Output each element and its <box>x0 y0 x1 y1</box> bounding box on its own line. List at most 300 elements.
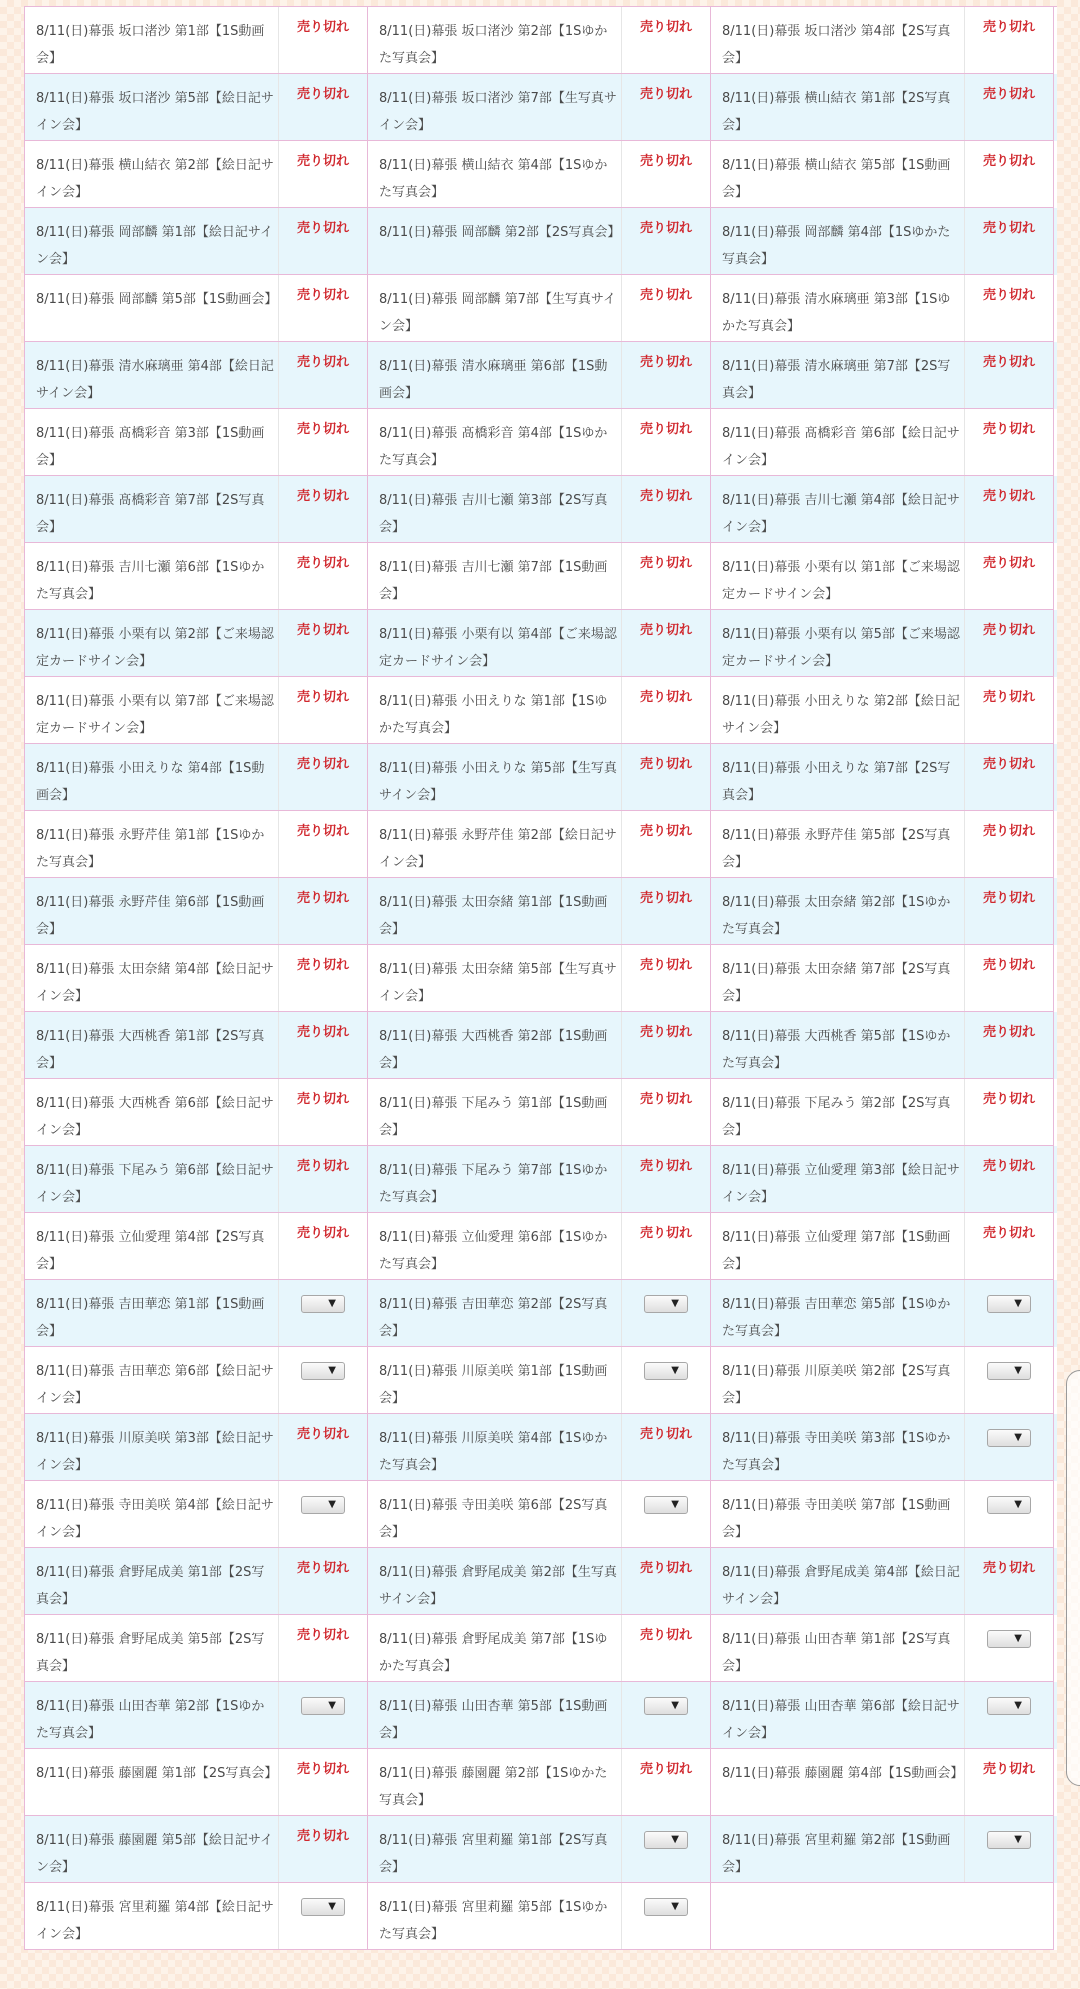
event-status <box>279 1682 367 1748</box>
event-label: 8/11(日)幕張 太田奈緒 第1部【1S動画会】 <box>368 878 622 944</box>
event-cell <box>711 677 1054 744</box>
event-cell <box>368 74 711 141</box>
sold-out-label: 売り切れ <box>982 623 1035 638</box>
table-row <box>25 744 1057 811</box>
event-cell <box>368 878 711 945</box>
event-cell <box>711 74 1054 141</box>
sold-out-label: 売り切れ <box>296 1226 349 1241</box>
event-status <box>279 1213 367 1279</box>
event-label: 8/11(日)幕張 小栗有以 第7部【ご来場認定カードサイン会】 <box>25 677 279 743</box>
event-label: 8/11(日)幕張 下尾みう 第2部【2S写真会】 <box>711 1079 965 1145</box>
table-row <box>25 945 1057 1012</box>
event-status <box>279 208 367 274</box>
event-status <box>279 1749 367 1815</box>
sold-out-label: 売り切れ <box>639 623 692 638</box>
event-cell <box>25 744 368 811</box>
event-label: 8/11(日)幕張 立仙愛理 第3部【絵日記サイン会】 <box>711 1146 965 1212</box>
event-cell <box>25 1883 368 1950</box>
table-row <box>25 1347 1057 1414</box>
sold-out-label: 売り切れ <box>639 1025 692 1040</box>
sold-out-label: 売り切れ <box>982 489 1035 504</box>
sold-out-label: 売り切れ <box>982 757 1035 772</box>
event-status <box>965 1213 1053 1279</box>
quantity-select[interactable] <box>301 1295 345 1313</box>
quantity-select[interactable] <box>644 1496 688 1514</box>
event-cell <box>711 1347 1054 1414</box>
table-row <box>25 610 1057 677</box>
event-status <box>622 1347 710 1413</box>
event-label: 8/11(日)幕張 宮里莉羅 第1部【2S写真会】 <box>368 1816 622 1882</box>
event-label: 8/11(日)幕張 太田奈緒 第2部【1Sゆかた写真会】 <box>711 878 965 944</box>
table-row <box>25 7 1057 74</box>
event-cell <box>711 342 1054 409</box>
event-cell <box>25 1548 368 1615</box>
dropdown-arrow-icon: ▼ <box>671 1499 679 1510</box>
ticket-table <box>24 6 1057 1950</box>
event-status <box>622 141 710 207</box>
event-cell <box>711 1749 1054 1816</box>
event-cell <box>711 945 1054 1012</box>
sold-out-label: 売り切れ <box>639 958 692 973</box>
event-label: 8/11(日)幕張 横山結衣 第2部【絵日記サイン会】 <box>25 141 279 207</box>
sold-out-label: 売り切れ <box>639 891 692 906</box>
event-cell <box>25 1213 368 1280</box>
event-status <box>965 208 1053 274</box>
sold-out-label: 売り切れ <box>639 1092 692 1107</box>
event-cell <box>368 342 711 409</box>
event-status <box>965 610 1053 676</box>
table-row <box>25 409 1057 476</box>
quantity-select[interactable] <box>987 1630 1031 1648</box>
event-status <box>279 1615 367 1681</box>
event-label: 8/11(日)幕張 横山結衣 第4部【1Sゆかた写真会】 <box>368 141 622 207</box>
event-label: 8/11(日)幕張 坂口渚沙 第4部【2S写真会】 <box>711 7 965 73</box>
event-label: 8/11(日)幕張 清水麻璃亜 第3部【1Sゆかた写真会】 <box>711 275 965 341</box>
event-status <box>622 1749 710 1815</box>
event-status <box>965 677 1053 743</box>
event-status <box>965 1280 1053 1346</box>
sold-out-label: 売り切れ <box>639 154 692 169</box>
sold-out-label: 売り切れ <box>639 20 692 35</box>
dropdown-arrow-icon: ▼ <box>671 1901 679 1912</box>
event-cell <box>711 1548 1054 1615</box>
quantity-select[interactable] <box>987 1831 1031 1849</box>
quantity-select[interactable] <box>301 1697 345 1715</box>
event-label: 8/11(日)幕張 坂口渚沙 第7部【生写真サイン会】 <box>368 74 622 140</box>
dropdown-arrow-icon: ▼ <box>1014 1499 1022 1510</box>
dropdown-arrow-icon: ▼ <box>328 1365 336 1376</box>
quantity-select[interactable] <box>301 1496 345 1514</box>
table-row <box>25 1213 1057 1280</box>
event-status <box>279 744 367 810</box>
event-label: 8/11(日)幕張 立仙愛理 第4部【2S写真会】 <box>25 1213 279 1279</box>
sold-out-label: 売り切れ <box>982 958 1035 973</box>
dropdown-arrow-icon: ▼ <box>1014 1633 1022 1644</box>
event-status <box>622 1414 710 1480</box>
sold-out-label: 売り切れ <box>296 623 349 638</box>
sold-out-label: 売り切れ <box>639 87 692 102</box>
event-cell <box>25 1481 368 1548</box>
event-cell <box>25 275 368 342</box>
event-label: 8/11(日)幕張 山田杏華 第2部【1Sゆかた写真会】 <box>25 1682 279 1748</box>
sold-out-label: 売り切れ <box>296 489 349 504</box>
event-status <box>279 342 367 408</box>
event-label: 8/11(日)幕張 横山結衣 第5部【1S動画会】 <box>711 141 965 207</box>
event-cell <box>25 945 368 1012</box>
event-label: 8/11(日)幕張 坂口渚沙 第1部【1S動画会】 <box>25 7 279 73</box>
sold-out-label: 売り切れ <box>296 87 349 102</box>
dropdown-arrow-icon: ▼ <box>328 1700 336 1711</box>
event-label: 8/11(日)幕張 吉川七瀬 第7部【1S動画会】 <box>368 543 622 609</box>
event-label: 8/11(日)幕張 岡部麟 第4部【1Sゆかた写真会】 <box>711 208 965 274</box>
event-cell <box>25 1682 368 1749</box>
dropdown-arrow-icon: ▼ <box>328 1499 336 1510</box>
event-cell <box>25 677 368 744</box>
sold-out-label: 売り切れ <box>296 891 349 906</box>
event-label: 8/11(日)幕張 寺田美咲 第3部【1Sゆかた写真会】 <box>711 1414 965 1480</box>
event-label: 8/11(日)幕張 永野芹佳 第1部【1Sゆかた写真会】 <box>25 811 279 877</box>
event-label: 8/11(日)幕張 小田えりな 第1部【1Sゆかた写真会】 <box>368 677 622 743</box>
event-status <box>622 1615 710 1681</box>
event-status <box>279 945 367 1011</box>
event-status <box>622 1280 710 1346</box>
event-cell <box>368 1414 711 1481</box>
event-cell <box>711 1414 1054 1481</box>
event-cell <box>25 7 368 74</box>
event-label: 8/11(日)幕張 吉川七瀬 第6部【1Sゆかた写真会】 <box>25 543 279 609</box>
event-status <box>279 74 367 140</box>
event-cell <box>711 1682 1054 1749</box>
event-label: 8/11(日)幕張 清水麻璃亜 第4部【絵日記サイン会】 <box>25 342 279 408</box>
event-cell <box>711 610 1054 677</box>
event-label: 8/11(日)幕張 小栗有以 第5部【ご来場認定カードサイン会】 <box>711 610 965 676</box>
event-cell <box>711 744 1054 811</box>
event-cell <box>711 141 1054 208</box>
sold-out-label: 売り切れ <box>982 221 1035 236</box>
event-cell <box>25 610 368 677</box>
event-label: 8/11(日)幕張 宮里莉羅 第5部【1Sゆかた写真会】 <box>368 1883 622 1949</box>
event-label: 8/11(日)幕張 大西桃香 第6部【絵日記サイン会】 <box>25 1079 279 1145</box>
sold-out-label: 売り切れ <box>296 556 349 571</box>
event-label: 8/11(日)幕張 吉田華恋 第5部【1Sゆかた写真会】 <box>711 1280 965 1346</box>
event-status <box>279 878 367 944</box>
event-status <box>279 1347 367 1413</box>
dropdown-arrow-icon: ▼ <box>328 1298 336 1309</box>
event-label: 8/11(日)幕張 藤園麗 第4部【1S動画会】 <box>711 1749 965 1815</box>
sold-out-label: 売り切れ <box>296 422 349 437</box>
event-cell <box>368 610 711 677</box>
event-status <box>965 1012 1053 1078</box>
event-label: 8/11(日)幕張 山田杏華 第6部【絵日記サイン会】 <box>711 1682 965 1748</box>
event-cell <box>711 1280 1054 1347</box>
sold-out-label: 売り切れ <box>296 20 349 35</box>
event-cell <box>368 1749 711 1816</box>
dropdown-arrow-icon: ▼ <box>671 1834 679 1845</box>
event-label: 8/11(日)幕張 小田えりな 第5部【生写真サイン会】 <box>368 744 622 810</box>
event-cell <box>368 1615 711 1682</box>
sold-out-label: 売り切れ <box>639 1762 692 1777</box>
event-label: 8/11(日)幕張 倉野尾成美 第2部【生写真サイン会】 <box>368 1548 622 1614</box>
event-cell <box>368 945 711 1012</box>
quantity-select[interactable] <box>644 1697 688 1715</box>
sold-out-label: 売り切れ <box>639 757 692 772</box>
quantity-select[interactable] <box>644 1898 688 1916</box>
event-cell <box>711 208 1054 275</box>
event-label: 8/11(日)幕張 髙橋彩音 第6部【絵日記サイン会】 <box>711 409 965 475</box>
event-label: 8/11(日)幕張 倉野尾成美 第5部【2S写真会】 <box>25 1615 279 1681</box>
event-status <box>622 945 710 1011</box>
event-cell <box>25 543 368 610</box>
sold-out-label: 売り切れ <box>639 1427 692 1442</box>
event-cell <box>25 1146 368 1213</box>
sold-out-label: 売り切れ <box>639 288 692 303</box>
event-label: 8/11(日)幕張 立仙愛理 第6部【1Sゆかた写真会】 <box>368 1213 622 1279</box>
event-status <box>279 7 367 73</box>
event-status <box>965 275 1053 341</box>
table-row <box>25 811 1057 878</box>
event-label: 8/11(日)幕張 太田奈緒 第5部【生写真サイン会】 <box>368 945 622 1011</box>
table-row <box>25 1548 1057 1615</box>
event-label: 8/11(日)幕張 下尾みう 第7部【1Sゆかた写真会】 <box>368 1146 622 1212</box>
event-status <box>279 275 367 341</box>
event-label: 8/11(日)幕張 太田奈緒 第4部【絵日記サイン会】 <box>25 945 279 1011</box>
event-label: 8/11(日)幕張 藤園麗 第1部【2S写真会】 <box>25 1749 279 1815</box>
event-status <box>622 1883 710 1949</box>
event-cell <box>25 878 368 945</box>
event-label: 8/11(日)幕張 川原美咲 第1部【1S動画会】 <box>368 1347 622 1413</box>
event-cell <box>368 7 711 74</box>
dropdown-arrow-icon: ▼ <box>1014 1298 1022 1309</box>
sold-out-label: 売り切れ <box>982 1025 1035 1040</box>
event-cell <box>25 141 368 208</box>
event-label: 8/11(日)幕張 山田杏華 第5部【1S動画会】 <box>368 1682 622 1748</box>
event-cell <box>368 275 711 342</box>
sold-out-label: 売り切れ <box>296 288 349 303</box>
dropdown-arrow-icon: ▼ <box>1014 1365 1022 1376</box>
event-status <box>622 476 710 542</box>
event-cell <box>25 342 368 409</box>
event-cell <box>25 1079 368 1146</box>
sold-out-label: 売り切れ <box>639 1628 692 1643</box>
event-label: 8/11(日)幕張 吉田華恋 第6部【絵日記サイン会】 <box>25 1347 279 1413</box>
sold-out-label: 売り切れ <box>982 690 1035 705</box>
event-label: 8/11(日)幕張 太田奈緒 第7部【2S写真会】 <box>711 945 965 1011</box>
event-status <box>279 677 367 743</box>
event-cell <box>368 543 711 610</box>
event-label: 8/11(日)幕張 岡部麟 第5部【1S動画会】 <box>25 275 279 341</box>
event-label: 8/11(日)幕張 吉田華恋 第1部【1S動画会】 <box>25 1280 279 1346</box>
event-status <box>279 1146 367 1212</box>
event-cell <box>711 275 1054 342</box>
sold-out-label: 売り切れ <box>982 154 1035 169</box>
sold-out-label: 売り切れ <box>639 1561 692 1576</box>
quantity-select[interactable] <box>987 1697 1031 1715</box>
sold-out-label: 売り切れ <box>639 1226 692 1241</box>
event-cell <box>368 476 711 543</box>
event-label: 8/11(日)幕張 藤園麗 第5部【絵日記サイン会】 <box>25 1816 279 1882</box>
event-status <box>279 1280 367 1346</box>
event-status <box>622 543 710 609</box>
sold-out-label: 売り切れ <box>296 1092 349 1107</box>
event-status <box>965 1146 1053 1212</box>
event-status <box>622 74 710 140</box>
event-cell <box>25 1012 368 1079</box>
event-label: 8/11(日)幕張 小栗有以 第2部【ご来場認定カードサイン会】 <box>25 610 279 676</box>
event-label: 8/11(日)幕張 吉川七瀬 第3部【2S写真会】 <box>368 476 622 542</box>
table-row <box>25 1883 1057 1950</box>
event-cell <box>711 878 1054 945</box>
event-status <box>965 74 1053 140</box>
event-status <box>622 1213 710 1279</box>
event-label: 8/11(日)幕張 坂口渚沙 第2部【1Sゆかた写真会】 <box>368 7 622 73</box>
sold-out-label: 売り切れ <box>296 1628 349 1643</box>
event-cell <box>368 1548 711 1615</box>
event-status <box>622 1012 710 1078</box>
table-row <box>25 677 1057 744</box>
table-row <box>25 1816 1057 1883</box>
event-cell <box>711 1481 1054 1548</box>
sold-out-label: 売り切れ <box>296 958 349 973</box>
event-status <box>965 1615 1053 1681</box>
event-status <box>279 1816 367 1882</box>
event-label: 8/11(日)幕張 髙橋彩音 第3部【1S動画会】 <box>25 409 279 475</box>
event-status <box>965 1548 1053 1614</box>
event-status <box>965 1347 1053 1413</box>
event-cell <box>25 811 368 878</box>
event-status <box>622 744 710 810</box>
event-status <box>965 1414 1053 1480</box>
dropdown-arrow-icon: ▼ <box>671 1700 679 1711</box>
event-label: 8/11(日)幕張 永野芹佳 第2部【絵日記サイン会】 <box>368 811 622 877</box>
event-label: 8/11(日)幕張 川原美咲 第3部【絵日記サイン会】 <box>25 1414 279 1480</box>
event-label: 8/11(日)幕張 寺田美咲 第6部【2S写真会】 <box>368 1481 622 1547</box>
table-row <box>25 1012 1057 1079</box>
event-status <box>622 878 710 944</box>
event-status <box>622 1146 710 1212</box>
sold-out-label: 売り切れ <box>296 221 349 236</box>
event-label: 8/11(日)幕張 岡部麟 第2部【2S写真会】 <box>368 208 622 274</box>
event-label: 8/11(日)幕張 寺田美咲 第4部【絵日記サイン会】 <box>25 1481 279 1547</box>
event-label: 8/11(日)幕張 髙橋彩音 第4部【1Sゆかた写真会】 <box>368 409 622 475</box>
event-cell <box>368 409 711 476</box>
table-row <box>25 1280 1057 1347</box>
table-row <box>25 1749 1057 1816</box>
event-status <box>965 7 1053 73</box>
event-status <box>622 1079 710 1145</box>
event-cell <box>368 1347 711 1414</box>
event-status <box>622 409 710 475</box>
dropdown-arrow-icon: ▼ <box>328 1901 336 1912</box>
event-cell <box>368 141 711 208</box>
event-cell <box>25 1280 368 1347</box>
event-status <box>965 1749 1053 1815</box>
event-cell <box>711 1079 1054 1146</box>
sold-out-label: 売り切れ <box>639 1159 692 1174</box>
sold-out-label: 売り切れ <box>982 1159 1035 1174</box>
sold-out-label: 売り切れ <box>982 87 1035 102</box>
scroll-handle[interactable] <box>1066 1370 1080 1786</box>
dropdown-arrow-icon: ▼ <box>671 1298 679 1309</box>
event-cell <box>368 744 711 811</box>
event-cell <box>368 1481 711 1548</box>
event-cell <box>368 811 711 878</box>
sold-out-label: 売り切れ <box>639 556 692 571</box>
event-status <box>279 1012 367 1078</box>
event-label: 8/11(日)幕張 岡部麟 第1部【絵日記サイン会】 <box>25 208 279 274</box>
quantity-select[interactable] <box>644 1362 688 1380</box>
quantity-select[interactable] <box>301 1362 345 1380</box>
event-status <box>965 342 1053 408</box>
table-row <box>25 1481 1057 1548</box>
event-cell <box>25 1749 368 1816</box>
event-status <box>622 677 710 743</box>
event-label: 8/11(日)幕張 小田えりな 第4部【1S動画会】 <box>25 744 279 810</box>
event-status <box>965 409 1053 475</box>
event-status <box>622 1816 710 1882</box>
event-status <box>279 1883 367 1949</box>
event-status <box>279 543 367 609</box>
event-label: 8/11(日)幕張 髙橋彩音 第7部【2S写真会】 <box>25 476 279 542</box>
sold-out-label: 売り切れ <box>639 489 692 504</box>
sold-out-label: 売り切れ <box>296 690 349 705</box>
event-status <box>622 811 710 877</box>
sold-out-label: 売り切れ <box>982 556 1035 571</box>
sold-out-label: 売り切れ <box>296 1829 349 1844</box>
event-status <box>622 7 710 73</box>
sold-out-label: 売り切れ <box>982 891 1035 906</box>
sold-out-label: 売り切れ <box>296 1762 349 1777</box>
table-row <box>25 1682 1057 1749</box>
sold-out-label: 売り切れ <box>982 1092 1035 1107</box>
event-label: 8/11(日)幕張 小栗有以 第1部【ご来場認定カードサイン会】 <box>711 543 965 609</box>
event-label: 8/11(日)幕張 岡部麟 第7部【生写真サイン会】 <box>368 275 622 341</box>
quantity-select[interactable] <box>644 1295 688 1313</box>
quantity-select[interactable] <box>644 1831 688 1849</box>
event-label: 8/11(日)幕張 清水麻璃亜 第7部【2S写真会】 <box>711 342 965 408</box>
dropdown-arrow-icon: ▼ <box>1014 1432 1022 1443</box>
table-row <box>25 275 1057 342</box>
event-label: 8/11(日)幕張 横山結衣 第1部【2S写真会】 <box>711 74 965 140</box>
quantity-select[interactable] <box>987 1362 1031 1380</box>
event-cell <box>711 1213 1054 1280</box>
event-status <box>622 1548 710 1614</box>
table-row <box>25 1414 1057 1481</box>
event-label: 8/11(日)幕張 吉川七瀬 第4部【絵日記サイン会】 <box>711 476 965 542</box>
event-status <box>622 275 710 341</box>
sold-out-label: 売り切れ <box>982 1561 1035 1576</box>
event-status <box>279 1548 367 1614</box>
event-status <box>965 1481 1053 1547</box>
quantity-select[interactable] <box>301 1898 345 1916</box>
sold-out-label: 売り切れ <box>982 355 1035 370</box>
event-status <box>965 744 1053 810</box>
event-label: 8/11(日)幕張 倉野尾成美 第7部【1Sゆかた写真会】 <box>368 1615 622 1681</box>
event-label: 8/11(日)幕張 坂口渚沙 第5部【絵日記サイン会】 <box>25 74 279 140</box>
quantity-select[interactable] <box>987 1429 1031 1447</box>
quantity-select[interactable] <box>987 1295 1031 1313</box>
event-cell <box>25 74 368 141</box>
event-label: 8/11(日)幕張 川原美咲 第2部【2S写真会】 <box>711 1347 965 1413</box>
sold-out-label: 売り切れ <box>982 1226 1035 1241</box>
event-status <box>279 811 367 877</box>
event-status <box>622 342 710 408</box>
event-cell <box>25 476 368 543</box>
event-label: 8/11(日)幕張 吉田華恋 第2部【2S写真会】 <box>368 1280 622 1346</box>
table-row <box>25 141 1057 208</box>
quantity-select[interactable] <box>987 1496 1031 1514</box>
table-row <box>25 342 1057 409</box>
event-cell <box>711 7 1054 74</box>
